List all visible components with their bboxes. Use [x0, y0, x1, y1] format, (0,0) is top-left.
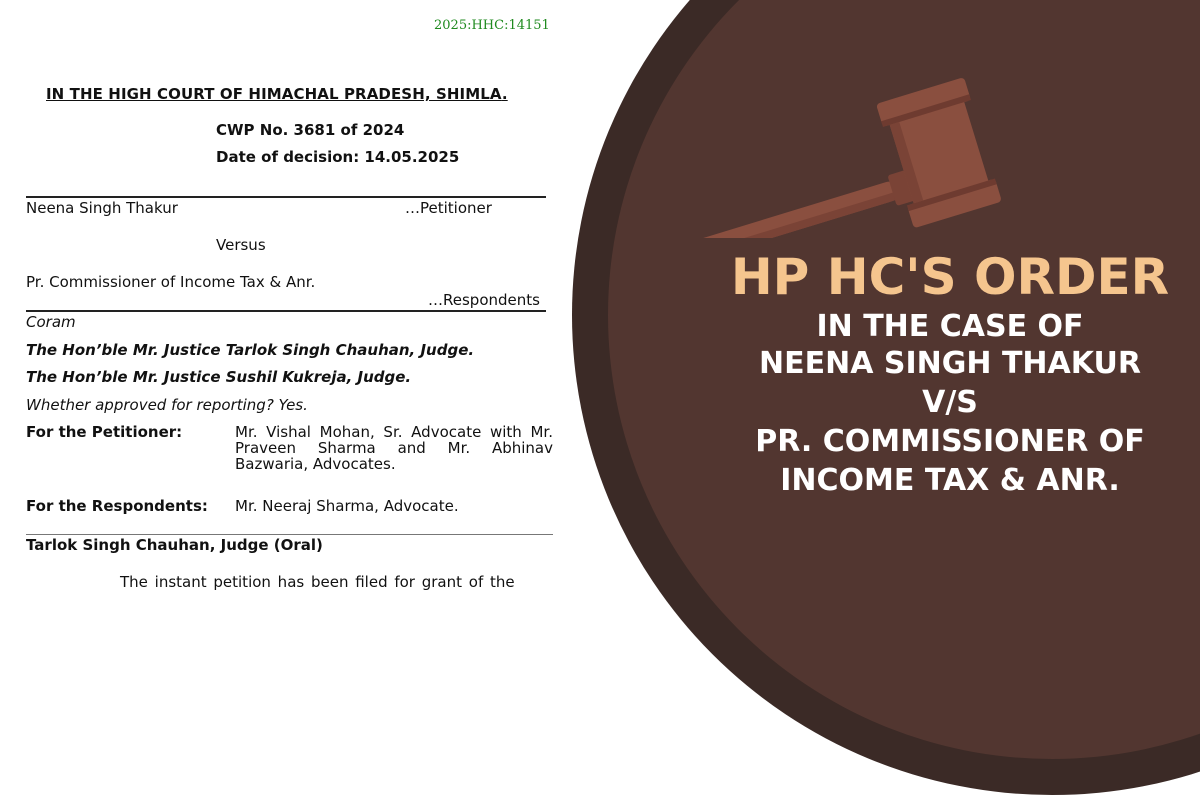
- parties-divider: [26, 310, 546, 312]
- judgment-document: [0, 0, 600, 630]
- banner-line-1: IN THE CASE OF: [816, 309, 1084, 344]
- banner-title: HP HC'S ORDER: [730, 248, 1170, 306]
- coram-label: Coram: [26, 313, 76, 331]
- banner-line-3: V/S: [922, 385, 978, 420]
- respondent-role: …Respondents: [428, 291, 540, 309]
- counsel-divider: [26, 534, 553, 535]
- respondents-counsel: Mr. Neeraj Sharma, Advocate.: [235, 497, 459, 515]
- decision-date: Date of decision: 14.05.2025: [216, 148, 460, 166]
- respondent-name: Pr. Commissioner of Income Tax & Anr.: [26, 273, 316, 291]
- reporting-status: Whether approved for reporting? Yes.: [26, 396, 308, 414]
- gavel-icon: [668, 48, 1018, 238]
- top-divider: [26, 196, 546, 198]
- court-name-period: .: [501, 85, 508, 103]
- petitioner-role: …Petitioner: [405, 199, 492, 217]
- banner-line-5: INCOME TAX & ANR.: [780, 463, 1120, 498]
- neutral-citation: 2025:HHC:14151: [434, 18, 550, 33]
- petitioner-counsel: Mr. Vishal Mohan, Sr. Advocate with Mr. Praveen Sharma and Mr. Abhinav Bazwaria, Advocates.: [235, 423, 553, 473]
- petitioner-counsel-label: For the Petitioner:: [26, 423, 183, 441]
- respondents-counsel-label: For the Respondents:: [26, 497, 208, 515]
- petitioner-name: Neena Singh Thakur: [26, 199, 178, 217]
- judge-1: The Hon’ble Mr. Justice Tarlok Singh Chauhan, Judge.: [26, 341, 475, 359]
- court-name: [46, 85, 508, 103]
- judgment-author: Tarlok Singh Chauhan, Judge (Oral): [26, 536, 323, 554]
- versus-label: Versus: [216, 236, 266, 254]
- case-number: CWP No. 3681 of 2024: [216, 121, 405, 139]
- court-name-text: IN THE HIGH COURT OF HIMACHAL PRADESH, SHIMLA: [46, 85, 502, 103]
- opening-sentence: The instant petition has been filed for grant of the: [120, 573, 515, 591]
- banner-line-4: PR. COMMISSIONER OF: [755, 424, 1145, 459]
- banner-line-2: NEENA SINGH THAKUR: [759, 346, 1141, 381]
- judge-2: The Hon’ble Mr. Justice Sushil Kukreja, Judge.: [26, 368, 412, 386]
